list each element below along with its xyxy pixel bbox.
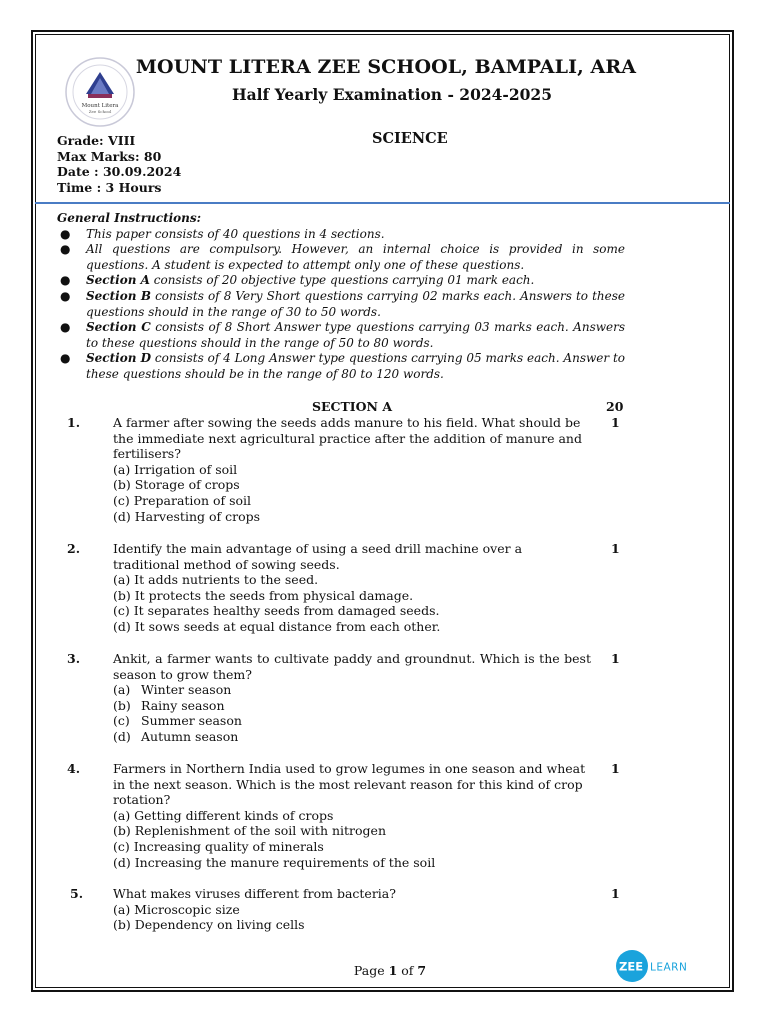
- instruction-item: ● All questions are compulsory. However, an internal choice is provided in some questions. A student is expected to attempt only one of these questions.: [60, 242, 625, 272]
- general-instructions: [57, 211, 625, 383]
- option: (c) It separates healthy seeds from damaged seeds.: [113, 603, 440, 619]
- section-title: SECTION A: [312, 399, 393, 414]
- option: (a) Irrigation of soil: [113, 461, 238, 477]
- time-line: Time : 3 Hours: [57, 179, 162, 195]
- question-body: [113, 761, 591, 870]
- question-stem: A farmer after sowing the seeds adds manure to his field. What should be the immediate next agricultural practice after the addition of manure and fertilisers?: [113, 415, 582, 462]
- option: (b) It protects the seeds from physical damage.: [113, 587, 414, 603]
- bullet-icon: ●: [60, 351, 71, 366]
- logo-text: Mount Litera: [81, 103, 119, 109]
- page-footer: Page 1 of 7: [353, 963, 427, 978]
- question-body: [113, 541, 591, 635]
- grade-line: Grade: VIII: [57, 133, 136, 148]
- instructions-title: General Instructions:: [57, 211, 202, 225]
- logo-subtext: Zee School: [88, 109, 112, 114]
- option: (b) Replenishment of the soil with nitrogen: [113, 823, 386, 839]
- instruction-item: ● Section A consists of 20 objective type questions carrying 01 mark each.: [60, 273, 535, 288]
- bullet-icon: ●: [60, 273, 71, 288]
- instruction-item: ● This paper consists of 40 questions in 4 sections.: [60, 226, 385, 241]
- option: (c) Increasing quality of minerals: [113, 838, 324, 854]
- subject-title: SCIENCE: [372, 130, 448, 147]
- question-marks: 1: [611, 886, 620, 901]
- question-stem: Farmers in Northern India used to grow legumes in one season and wheat in the next season. Which is the most relevant reason for this kind of crop rotation?: [113, 761, 586, 808]
- question-stem: What makes viruses different from bacteria?: [113, 886, 396, 901]
- question-stem: Ankit, a farmer wants to cultivate paddy and groundnut. Which is the best season to grow them?: [113, 651, 591, 682]
- exam-title: Half Yearly Examination - 2024-2025: [231, 85, 552, 104]
- question-marks: 1: [611, 541, 620, 556]
- instruction-item: ● Section C consists of 8 Short Answer type questions carrying 03 marks each. Answers to these questions should in the range of 50 to 80 words.: [60, 320, 625, 350]
- question-marks: 1: [611, 651, 620, 666]
- header-divider: [35, 202, 730, 204]
- option: (c) Preparation of soil: [113, 492, 252, 508]
- option: (d) It sows seeds at equal distance from each other.: [113, 618, 441, 634]
- total-pages: 7: [417, 963, 427, 978]
- option: (a) Getting different kinds of crops: [113, 807, 334, 823]
- option: (a) Microscopic size: [113, 901, 240, 917]
- instructions-list: [57, 227, 625, 383]
- section-marks: 20: [606, 399, 624, 414]
- brand-learn: LEARN: [650, 961, 688, 974]
- option: (b) Storage of crops: [113, 477, 240, 493]
- brand-zee: ZEE: [619, 959, 644, 974]
- option: (c) Summer season: [113, 713, 242, 729]
- current-page: 1: [388, 963, 398, 978]
- option: (a) It adds nutrients to the seed.: [113, 572, 319, 588]
- bullet-icon: ●: [60, 288, 71, 303]
- question-number: 5.: [70, 886, 84, 901]
- bullet-icon: ●: [60, 320, 71, 335]
- question-body: [113, 651, 591, 745]
- zee-learn-logo-icon: [614, 950, 698, 982]
- question-number: 4.: [67, 761, 81, 776]
- question-stem: Identify the main advantage of using a seed drill machine over a traditional method of sowing seeds.: [113, 541, 523, 572]
- question-number: 2.: [67, 541, 81, 556]
- instruction-item: ● Section B consists of 8 Very Short questions carrying 02 marks each. Answers to these questions should in the range of 30 to 50 words.: [60, 288, 625, 319]
- question-marks: 1: [611, 761, 620, 776]
- max-marks-line: Max Marks: 80: [57, 148, 162, 164]
- option: (b) Rainy season: [113, 697, 225, 713]
- bullet-icon: ●: [60, 242, 71, 257]
- option: (d) Increasing the manure requirements of the soil: [113, 854, 436, 870]
- question-marks: 1: [611, 415, 620, 430]
- bullet-icon: ●: [60, 226, 71, 241]
- option: (a) Winter season: [113, 682, 232, 698]
- exam-meta: [57, 133, 181, 195]
- question-body: [113, 886, 591, 933]
- school-name: MOUNT LITERA ZEE SCHOOL, BAMPALI, ARA: [135, 56, 637, 78]
- question-number: 1.: [67, 415, 81, 430]
- option: (d) Harvesting of crops: [113, 508, 261, 524]
- question-body: [113, 415, 591, 524]
- date-line: Date : 30.09.2024: [57, 164, 182, 179]
- instruction-item: ● Section D consists of 4 Long Answer type questions carrying 05 marks each. Answer to these questions should be in the range of 80 to 120 words.: [60, 351, 625, 381]
- option: (b) Dependency on living cells: [113, 917, 305, 933]
- option: (d) Autumn season: [113, 728, 239, 744]
- question-number: 3.: [67, 651, 81, 666]
